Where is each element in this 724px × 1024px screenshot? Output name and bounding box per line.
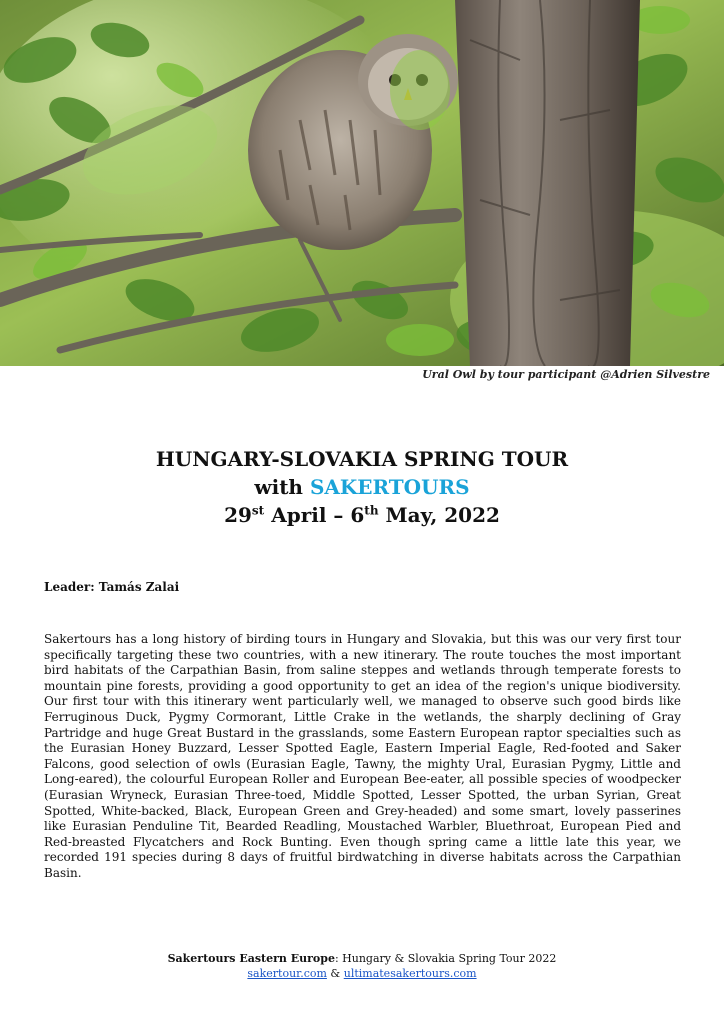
title-with-line: [0, 473, 724, 501]
footer-subtitle: : Hungary & Slovakia Spring Tour 2022: [334, 952, 557, 965]
date-end: May, 2022: [378, 503, 500, 527]
ultimatesakertours-link[interactable]: ultimatesakertours.com: [343, 967, 477, 980]
date-end-suffix: th: [364, 503, 379, 518]
footer-links: [0, 966, 724, 981]
date-start-day: 29: [224, 503, 252, 527]
footer-link-separator: &: [326, 967, 344, 980]
date-start-suffix: st: [251, 503, 265, 518]
tour-leader: Leader: Tamás Zalai: [44, 580, 180, 594]
date-middle: April – 6: [264, 503, 365, 527]
tour-summary: Sakertours has a long history of birding tours in Hungary and Slovakia, but this was our very first tour specifically targeting these two countries, with a new itinerary. The route touches the most important bird habitats of the Carpathian Basin, from saline steppes and wetlands through temperate forests to mountain pine forests, providing a good opportunity to get an idea of the region's unique biodiversity. Our first tour with this itinerary went particularly well, we managed to observe such good birds like Ferruginous Duck, Pygmy Cormorant, Little Crake in the wetlands, the sharply declining of Gray Partridge and huge Great Bustard in the grasslands, some Eastern European raptor specialties such as the Eurasian Honey Buzzard, Lesser Spotted Eagle, Eastern Imperial Eagle, Red-footed and Saker Falcons, good selection of owls (Eurasian Eagle, Tawny, the mighty Ural, Eurasian Pygmy, Little and Long-eared), the colourful European Roller and European Bee-eater, all possible species of woodpecker (Eurasian Wryneck, Eurasian Three-toed, Middle Spotted, Lesser Spotted, the urban Syrian, Great Spotted, White-backed, Black, European Green and Grey-headed) and some smart, lovely passerines like Eurasian Penduline Tit, Bearded Readling, Moustached Warbler, Bluethroat, European Pied and Red-breasted Flycatchers and Rock Bunting. Even though spring came a little late this year, we recorded 191 species during 8 days of fruitful birdwatching in diverse habitats across the Carpathian Basin.: [44, 632, 681, 880]
title-with: with: [254, 475, 310, 499]
tour-dates: [0, 501, 724, 529]
ural-owl-photo: [0, 0, 724, 366]
page-footer: [0, 951, 724, 981]
title-line: HUNGARY-SLOVAKIA SPRING TOUR: [155, 447, 569, 471]
photo-caption: Ural Owl by tour participant @Adrien Silvestre: [422, 368, 710, 381]
footer-title-line: [0, 951, 724, 966]
tour-title: [0, 445, 724, 529]
hero-photo: [0, 0, 724, 366]
footer-org: Sakertours Eastern Europe: [167, 952, 335, 965]
sakertour-link[interactable]: sakertour.com: [247, 967, 327, 980]
brand-name: SAKERTOURS: [309, 475, 470, 499]
